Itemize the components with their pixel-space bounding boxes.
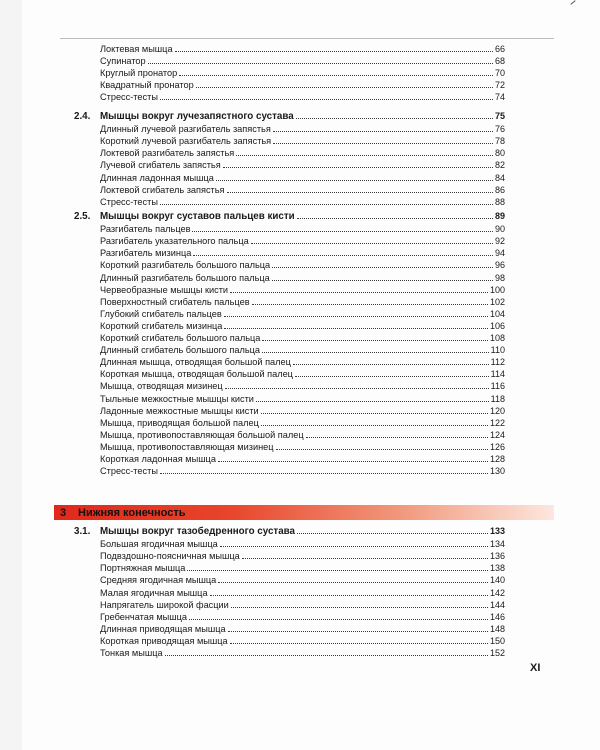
toc-entry[interactable] xyxy=(100,172,505,184)
toc-entry[interactable] xyxy=(100,43,505,55)
dot-leader xyxy=(273,143,493,144)
entry-title: Ладонные межкостные мышцы кисти xyxy=(100,405,259,416)
page-ref: 152 xyxy=(489,648,505,658)
page-ref: 70 xyxy=(494,68,505,79)
toc-entry[interactable] xyxy=(100,91,505,103)
dot-leader xyxy=(160,204,493,205)
entry-title: Напрягатель широкой фасции xyxy=(100,599,229,610)
entry-title: Разгибатель пальцев xyxy=(100,224,191,235)
entry-title: Длинная приводящая мышца xyxy=(100,623,226,634)
dot-leader xyxy=(193,255,493,256)
toc-entry[interactable] xyxy=(100,453,505,465)
dot-leader xyxy=(295,376,489,377)
toc-entry[interactable] xyxy=(100,320,505,332)
dot-leader xyxy=(224,316,488,317)
entry-title: Большая ягодичная мышца xyxy=(100,539,218,550)
toc-entry[interactable] xyxy=(100,393,505,405)
entry-title: Червеобразные мышцы кисти xyxy=(100,284,229,295)
dot-leader xyxy=(160,99,493,100)
page-ref: 124 xyxy=(489,429,505,440)
dot-leader xyxy=(192,231,493,232)
dot-leader xyxy=(216,180,493,181)
toc-entry[interactable] xyxy=(100,184,505,196)
toc-entry[interactable] xyxy=(100,574,505,586)
page-ref: 96 xyxy=(494,260,505,271)
toc-entry[interactable] xyxy=(100,405,505,417)
toc-entry[interactable] xyxy=(100,79,505,91)
toc-entry[interactable] xyxy=(100,356,505,368)
page-ref: 148 xyxy=(489,623,505,634)
dot-leader xyxy=(223,167,493,168)
toc-entry[interactable] xyxy=(100,441,505,453)
page-ref: 92 xyxy=(494,236,505,247)
toc-entry[interactable] xyxy=(100,623,505,635)
toc-entry[interactable] xyxy=(100,235,505,247)
page-ref: 88 xyxy=(494,196,505,207)
section-title: Мышцы вокруг тазобедренного сустава xyxy=(100,526,295,537)
dot-leader xyxy=(210,595,488,596)
section-number: 2.4. xyxy=(74,111,91,122)
toc-entry[interactable] xyxy=(100,599,505,611)
page-ref: 144 xyxy=(489,599,505,610)
dot-leader xyxy=(297,218,493,219)
dot-leader xyxy=(231,607,488,608)
page-ref: 84 xyxy=(494,172,505,183)
page-ref: 98 xyxy=(494,272,505,283)
dot-leader xyxy=(272,267,493,268)
toc-entry[interactable] xyxy=(100,159,505,171)
entry-title: Портняжная мышца xyxy=(100,563,186,574)
toc-entry[interactable] xyxy=(100,272,505,284)
page-ref: 140 xyxy=(489,575,505,586)
toc-entry[interactable] xyxy=(100,417,505,429)
page-ref: 112 xyxy=(490,357,505,368)
chapter-number: 3 xyxy=(60,506,67,519)
dot-leader xyxy=(218,582,488,583)
dot-leader xyxy=(261,425,488,426)
dot-leader xyxy=(296,118,493,119)
dot-leader xyxy=(242,558,488,559)
entry-title: Мышца, приводящая большой палец xyxy=(100,417,259,428)
dot-leader xyxy=(218,461,488,462)
dot-leader xyxy=(276,449,488,450)
dot-leader xyxy=(189,619,488,620)
dot-leader xyxy=(262,352,489,353)
toc-entry[interactable] xyxy=(100,465,505,477)
entry-title: Тыльные межкостные мышцы кисти xyxy=(100,393,254,404)
toc-entry[interactable] xyxy=(100,284,505,296)
entry-title: Длинный разгибатель большого пальца xyxy=(100,272,270,283)
page-corner-mark xyxy=(570,0,575,5)
toc-entry[interactable] xyxy=(100,67,505,79)
entry-title: Стресс-тесты xyxy=(100,466,158,477)
toc-entry[interactable] xyxy=(100,308,505,320)
entry-title: Короткая приводящая мышца xyxy=(100,635,228,646)
entry-title: Локтевая мышца xyxy=(100,44,173,54)
toc-entry[interactable] xyxy=(100,259,505,271)
chapter-title: Нижняя конечность xyxy=(78,506,186,519)
chapter-banner[interactable] xyxy=(54,505,554,520)
page-ref: 126 xyxy=(489,441,505,452)
page-ref: 116 xyxy=(490,381,505,392)
page-ref: 150 xyxy=(489,635,505,646)
entry-title: Длинный сгибатель большого пальца xyxy=(100,345,261,356)
page-ref: 128 xyxy=(489,454,505,464)
dot-leader xyxy=(273,131,493,132)
page-ref: 142 xyxy=(489,587,505,598)
entry-title: Длинная ладонная мышца xyxy=(100,172,214,183)
dot-leader xyxy=(227,192,493,193)
entry-title: Короткий сгибатель мизинца xyxy=(100,320,223,331)
toc-entry[interactable] xyxy=(100,123,505,135)
entry-title: Разгибатель мизинца xyxy=(100,248,192,259)
toc-page xyxy=(22,0,600,750)
dot-leader xyxy=(179,75,493,76)
entry-title: Подвздошно-поясничная мышца xyxy=(100,551,240,562)
section-heading[interactable] xyxy=(100,525,505,537)
toc-entry[interactable] xyxy=(100,135,505,147)
entry-title: Круглый пронатор xyxy=(100,68,178,79)
page-ref: 86 xyxy=(494,184,505,195)
toc-entry[interactable] xyxy=(100,538,505,550)
page-ref: 146 xyxy=(489,611,505,622)
section-heading[interactable] xyxy=(100,210,505,222)
dot-leader xyxy=(224,328,488,329)
page-ref: 133 xyxy=(489,526,505,536)
toc-entry[interactable] xyxy=(100,380,505,392)
dot-leader xyxy=(187,570,488,571)
dot-leader xyxy=(293,364,489,365)
dot-leader xyxy=(175,51,493,52)
page-ref: 74 xyxy=(494,92,505,103)
entry-title: Мышца, противопоставляющая большой палец xyxy=(100,429,304,440)
toc-entry[interactable] xyxy=(100,223,505,235)
dot-leader xyxy=(228,631,488,632)
toc-entry[interactable] xyxy=(100,332,505,344)
dot-leader xyxy=(297,533,488,534)
entry-title: Средняя ягодичная мышца xyxy=(100,575,217,586)
toc-entry[interactable] xyxy=(100,429,505,441)
section-title: Мышцы вокруг суставов пальцев кисти xyxy=(100,211,295,222)
entry-title: Поверхностный сгибатель пальцев xyxy=(100,296,250,307)
dot-leader xyxy=(148,63,493,64)
page-ref: 134 xyxy=(489,539,505,550)
dot-leader xyxy=(236,155,493,156)
dot-leader xyxy=(272,280,493,281)
toc-entry[interactable] xyxy=(100,296,505,308)
page-ref: 80 xyxy=(494,148,505,159)
entry-title: Короткая мышца, отводящая большой палец xyxy=(100,369,293,380)
dot-leader xyxy=(230,292,488,293)
toc-entry[interactable] xyxy=(100,587,505,599)
dot-leader xyxy=(252,304,488,305)
entry-title: Разгибатель указательного пальца xyxy=(100,236,249,247)
page-ref: 90 xyxy=(494,224,505,235)
page-ref: 136 xyxy=(489,551,505,562)
dot-leader xyxy=(261,413,488,414)
dot-leader xyxy=(225,388,489,389)
toc-entry[interactable] xyxy=(100,611,505,623)
entry-title: Лучевой сгибатель запястья xyxy=(100,160,221,171)
page-ref: 78 xyxy=(494,136,505,147)
entry-title: Локтевой разгибатель запястья xyxy=(100,148,235,159)
toc-entry[interactable] xyxy=(100,247,505,259)
entry-title: Тонкая мышца xyxy=(100,648,163,658)
page-ref: 76 xyxy=(494,124,505,135)
entry-title: Малая ягодичная мышца xyxy=(100,587,208,598)
section-number: 3.1. xyxy=(74,526,91,537)
page-ref: 114 xyxy=(490,369,505,380)
dot-leader xyxy=(230,643,488,644)
entry-title: Глубокий сгибатель пальцев xyxy=(100,308,222,319)
page-ref: 130 xyxy=(489,466,505,477)
page-ref: 100 xyxy=(489,284,505,295)
page-ref: 106 xyxy=(489,320,505,331)
toc-entry[interactable] xyxy=(100,147,505,159)
dot-leader xyxy=(220,546,488,547)
page-ref: 120 xyxy=(489,405,505,416)
toc-entry[interactable] xyxy=(100,344,505,356)
entry-title: Мышца, отводящая мизинец xyxy=(100,381,223,392)
page-ref: 72 xyxy=(494,80,505,91)
entry-title: Стресс-тесты xyxy=(100,92,158,103)
entry-title: Квадратный пронатор xyxy=(100,80,194,91)
toc-entry[interactable] xyxy=(100,196,505,208)
entry-title: Короткий лучевой разгибатель запястья xyxy=(100,136,272,147)
section-title: Мышцы вокруг лучезапястного сустава xyxy=(100,111,294,122)
header-rule xyxy=(60,38,554,39)
entry-title: Гребенчатая мышца xyxy=(100,611,188,622)
dot-leader xyxy=(306,437,488,438)
page-ref: 82 xyxy=(494,160,505,171)
page-ref: 68 xyxy=(494,56,505,67)
toc-entry[interactable] xyxy=(100,647,505,659)
page-ref: 104 xyxy=(489,308,505,319)
page-ref: 89 xyxy=(494,211,505,221)
page-ref: 110 xyxy=(490,345,505,356)
dot-leader xyxy=(262,340,488,341)
dot-leader xyxy=(196,87,493,88)
entry-title: Длинный лучевой разгибатель запястья xyxy=(100,124,271,135)
toc-entry[interactable] xyxy=(100,635,505,647)
page-ref: 122 xyxy=(489,417,505,428)
page-ref: 102 xyxy=(489,296,505,307)
page-ref: 138 xyxy=(489,563,505,574)
entry-title: Длинная мышца, отводящая большой палец xyxy=(100,357,291,368)
dot-leader xyxy=(165,655,488,656)
entry-title: Локтевой сгибатель запястья xyxy=(100,184,225,195)
entry-title: Мышца, противопоставляющая мизинец xyxy=(100,441,274,452)
page-ref: 75 xyxy=(494,111,505,121)
entry-title: Короткий сгибатель большого пальца xyxy=(100,333,261,343)
page-ref: 94 xyxy=(494,248,505,259)
section-number: 2.5. xyxy=(74,211,91,222)
dot-leader xyxy=(256,401,489,402)
dot-leader xyxy=(160,473,488,474)
page-number: XI xyxy=(530,662,541,674)
toc-entry[interactable] xyxy=(100,562,505,574)
entry-title: Короткий разгибатель большого пальца xyxy=(100,260,271,271)
toc-entry[interactable] xyxy=(100,550,505,562)
toc-entry[interactable] xyxy=(100,368,505,380)
entry-title: Супинатор xyxy=(100,56,146,67)
page-ref: 108 xyxy=(489,333,505,343)
dot-leader xyxy=(251,243,493,244)
toc-entry[interactable] xyxy=(100,55,505,67)
page-ref: 66 xyxy=(494,44,505,54)
page-ref: 118 xyxy=(490,393,505,404)
entry-title: Стресс-тесты xyxy=(100,196,158,207)
entry-title: Короткая ладонная мышца xyxy=(100,454,216,464)
section-heading[interactable] xyxy=(100,110,505,122)
